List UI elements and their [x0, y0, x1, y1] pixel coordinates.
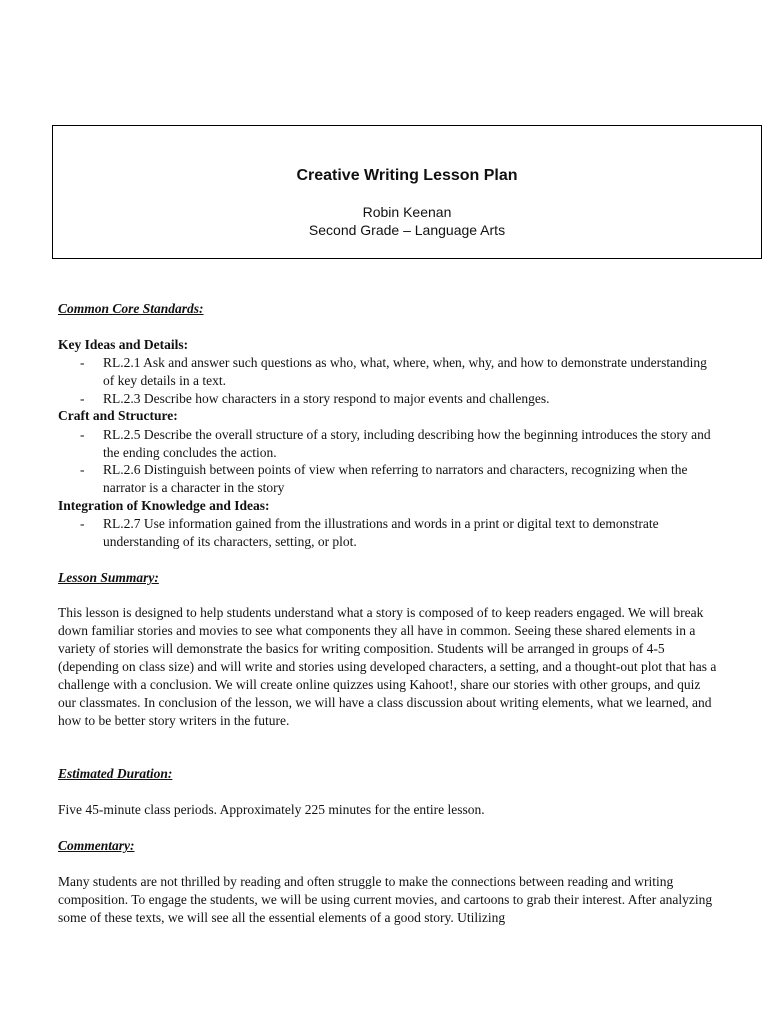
standard-text: RL.2.1 Ask and answer such questions as who, what, where, when, why, and how to demonstrate understanding of key details in a text. [103, 355, 707, 388]
list-dash: - [80, 462, 85, 477]
commentary-heading: Commentary: [58, 838, 135, 853]
standard-item [80, 390, 720, 408]
list-dash: - [80, 516, 85, 531]
list-dash: - [80, 355, 85, 370]
standards-group-title: Integration of Knowledge and Ideas: [58, 498, 270, 513]
commentary-paragraph: Many students are not thrilled by reading and often struggle to make the connections between reading and writing composition. To engage the students, we will be using current movies, and cartoons to grab their interest. After analyzing some of these texts, we will see all the essential elements of a good story. Utilizing [58, 874, 713, 925]
standard-text: RL.2.7 Use information gained from the illustrations and words in a print or digital text to demonstrate understanding of its characters, setting, or plot. [103, 516, 659, 549]
standards-group-title: Craft and Structure: [58, 408, 178, 423]
duration-heading: Estimated Duration: [58, 766, 173, 781]
standard-text: RL.2.5 Describe the overall structure of a story, including describing how the beginning introduces the story and the ending concludes the action. [103, 427, 711, 460]
standard-item [80, 515, 720, 551]
standard-text: RL.2.6 Distinguish between points of view when referring to narrators and characters, recognizing when the narrator is a character in the story [103, 462, 688, 495]
standards-group-title: Key Ideas and Details: [58, 337, 189, 352]
author-name: Robin Keenan [362, 204, 452, 220]
duration-paragraph: Five 45-minute class periods. Approximately 225 minutes for the entire lesson. [58, 802, 485, 817]
standard-item [80, 461, 720, 497]
standard-item [80, 426, 720, 462]
summary-paragraph: This lesson is designed to help students understand what a story is composed of to keep readers engaged. We will break down familiar stories and movies to see what components they all have in common. Seeing these shared elements in a variety of stories will demonstrate the basics for writing composition. Students will be arranged in groups of 4-5 (depending on class size) and will write and stories using developed characters, a setting, and a thought-out plot that has a challenge with a conclusion. We will create online quizzes using Kahoot!, share our stories with other groups, and quiz our classmates. In conclusion of the lesson, we will have a class discussion about writing elements, what we learned, and how to be better story writers in the future. [58, 605, 717, 728]
standard-item [80, 354, 720, 390]
list-dash: - [80, 427, 85, 442]
title-box [52, 125, 762, 259]
summary-heading: Lesson Summary: [58, 570, 159, 585]
list-dash: - [80, 391, 85, 406]
document-title: Creative Writing Lesson Plan [296, 167, 518, 184]
standards-heading: Common Core Standards: [58, 301, 204, 316]
standard-text: RL.2.3 Describe how characters in a story respond to major events and challenges. [103, 391, 550, 406]
course-name: Second Grade – Language Arts [308, 222, 506, 238]
